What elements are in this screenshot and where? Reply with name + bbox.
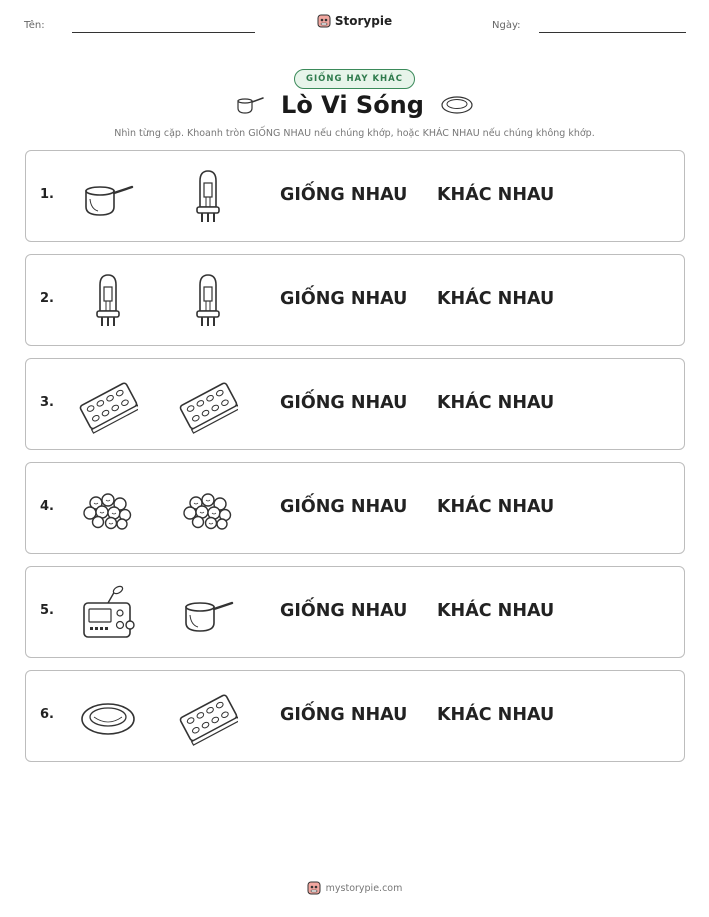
question-row [25,254,685,346]
name-label: Tên: [24,20,45,31]
different-option[interactable]: KHÁC NHAU [437,497,555,517]
same-option[interactable]: GIỐNG NHAU [280,497,408,517]
date-line[interactable] [539,32,686,33]
brand-name: Storypie [334,14,393,28]
plate-icon [440,94,474,116]
question-row [25,462,685,554]
question-number: 5. [40,603,54,618]
egg-tray-icon [78,375,138,435]
different-option[interactable]: KHÁC NHAU [437,705,555,725]
question-number: 1. [40,187,54,202]
question-number: 4. [40,499,54,514]
different-option[interactable]: KHÁC NHAU [437,393,555,413]
question-number: 3. [40,395,54,410]
same-option[interactable]: GIỐNG NHAU [280,393,408,413]
storypie-mascot-icon [307,880,321,896]
saucepan-icon [235,94,265,116]
footer-url[interactable]: mystorypie.com [325,882,403,894]
footer [0,880,709,896]
light-bulb-icon [178,271,238,331]
brand-logo [0,13,709,33]
plate-icon [78,687,138,747]
date-label: Ngày: [492,20,521,31]
saucepan-icon [78,167,138,227]
question-row [25,358,685,450]
same-option[interactable]: GIỐNG NHAU [280,185,408,205]
question-number: 2. [40,291,54,306]
saucepan-icon [178,583,238,643]
radio-icon [78,583,138,643]
activity-badge: GIỐNG HAY KHÁC [294,69,415,89]
light-bulb-icon [78,271,138,331]
page-title: Lò Vi Sóng [281,91,424,119]
storypie-mascot-icon [317,13,331,29]
different-option[interactable]: KHÁC NHAU [437,601,555,621]
question-row [25,670,685,762]
same-option[interactable]: GIỐNG NHAU [280,601,408,621]
different-option[interactable]: KHÁC NHAU [437,185,555,205]
question-row [25,150,685,242]
same-option[interactable]: GIỐNG NHAU [280,289,408,309]
different-option[interactable]: KHÁC NHAU [437,289,555,309]
egg-tray-icon [178,375,238,435]
popcorn-icon [78,479,138,539]
popcorn-icon [178,479,238,539]
light-bulb-icon [178,167,238,227]
instructions: Nhìn từng cặp. Khoanh tròn GIỐNG NHAU nếu chúng khớp, hoặc KHÁC NHAU nếu chúng không khớp. [114,128,595,139]
question-number: 6. [40,707,54,722]
egg-tray-icon [178,687,238,747]
same-option[interactable]: GIỐNG NHAU [280,705,408,725]
question-row [25,566,685,658]
